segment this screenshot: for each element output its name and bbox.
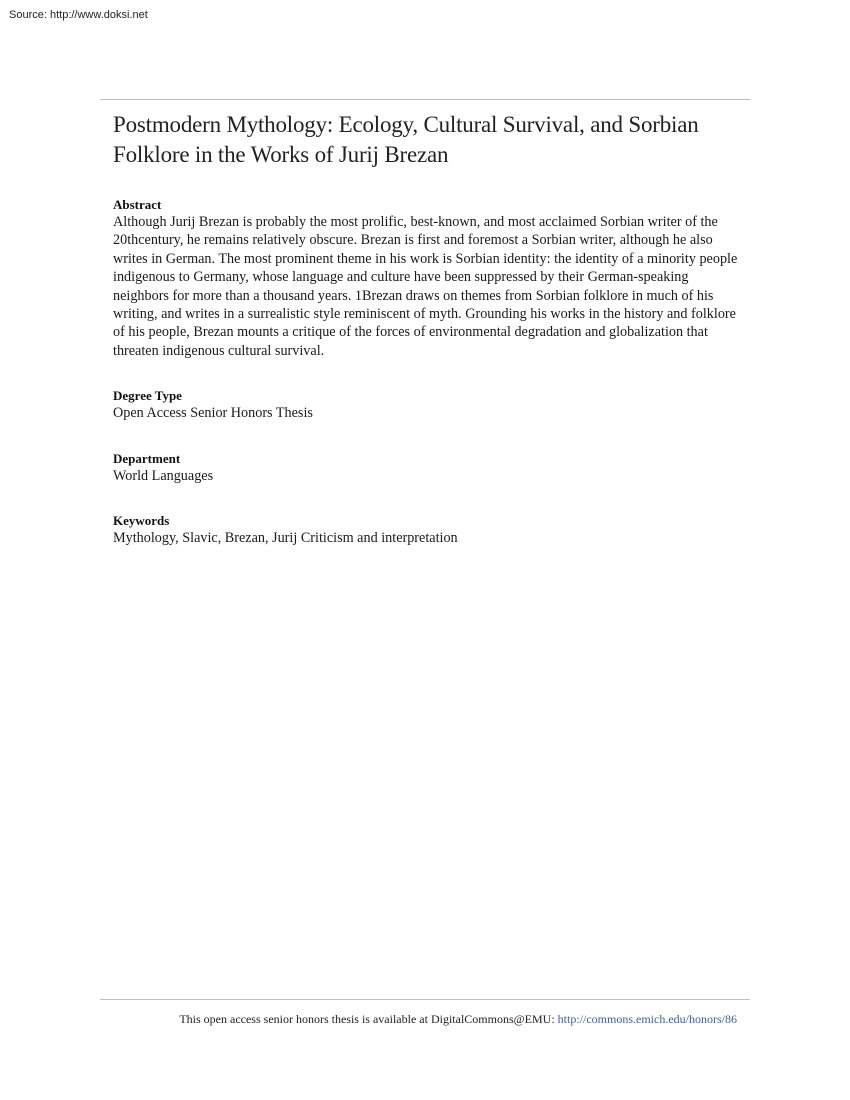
- keywords-value: Mythology, Slavic, Brezan, Jurij Criticism and interpretation: [113, 530, 458, 547]
- source-note: Source: http://www.doksi.net: [9, 9, 148, 21]
- keywords-section: [113, 512, 738, 547]
- abstract-section: [113, 196, 738, 360]
- footer-link[interactable]: http://commons.emich.edu/honors/86: [557, 1012, 737, 1026]
- abstract-text: Although Jurij Brezan is probably the most prolific, best-known, and most acclaimed Sorbian writer of the 20thcentury, he remains relatively obscure. Brezan is first and foremost a Sorbian writer, although he also writes in German. The most prominent theme in his work is Sorbian identity: the identity of a minority people indigenous to Germany, whose language and culture have been suppressed by their German-speaking neighbors for more than a thousand years. 1Brezan draws on themes from Sorbian folklore in much of his writing, and writes in a surrealistic style reminiscent of myth. Grounding his works in the history and folklore of his people, Brezan mounts a critique of the forces of environmental degradation and globalization that threaten indigenous cultural survival.: [113, 214, 738, 359]
- degree-type-label: Degree Type: [113, 388, 182, 404]
- top-divider: [100, 99, 750, 100]
- document-body: [113, 110, 738, 547]
- keywords-label: Keywords: [113, 513, 170, 529]
- footer-text: This open access senior honors thesis is available at DigitalCommons@EMU:: [179, 1012, 558, 1026]
- footer-availability: [179, 1012, 737, 1027]
- department-value: World Languages: [113, 467, 214, 484]
- bottom-divider: [100, 999, 750, 1000]
- abstract-label: Abstract: [113, 197, 162, 212]
- degree-type-section: [113, 387, 738, 422]
- department-section: [113, 450, 738, 485]
- document-title: Postmodern Mythology: Ecology, Cultural Survival, and Sorbian Folklore in the Works of Jurij Brezan: [113, 112, 699, 167]
- department-label: Department: [113, 450, 181, 466]
- degree-type-value: Open Access Senior Honors Thesis: [113, 405, 313, 422]
